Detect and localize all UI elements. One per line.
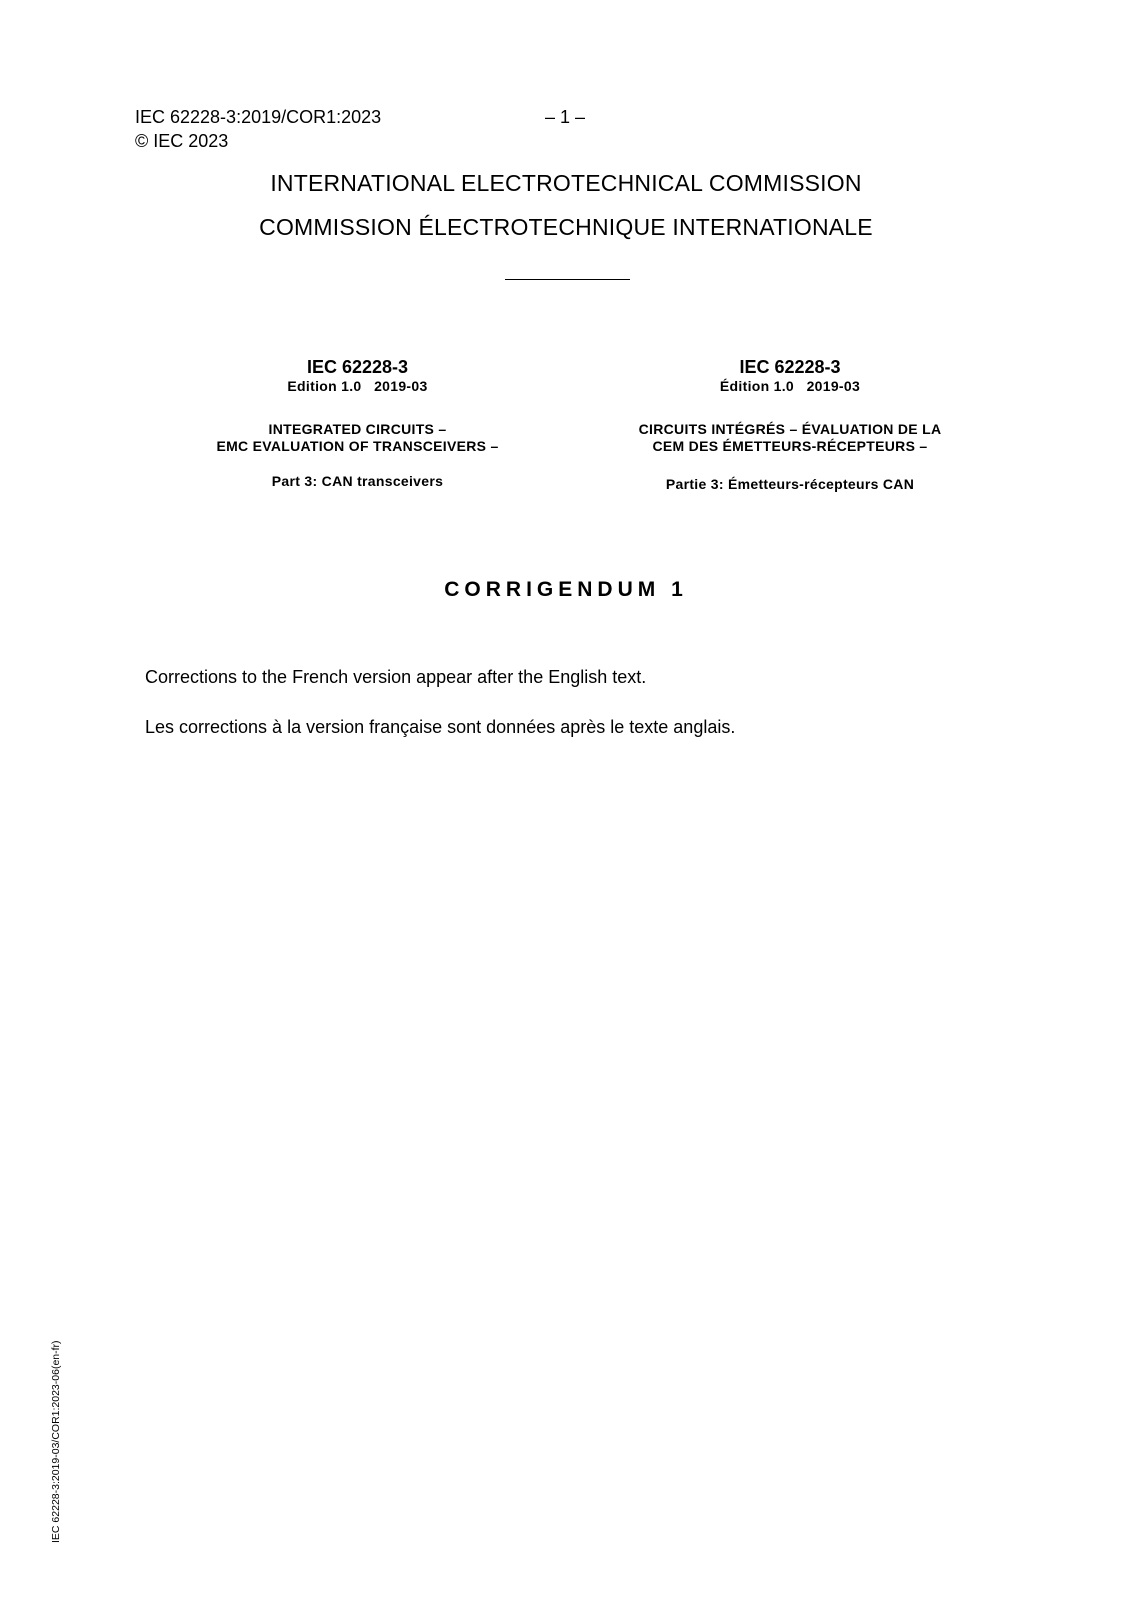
copyright-notice: © IEC 2023 xyxy=(135,131,229,151)
separator-rule xyxy=(505,279,630,280)
title-fr-line2: CEM DES ÉMETTEURS-RÉCEPTEURS – xyxy=(652,438,928,454)
french-column xyxy=(600,357,980,493)
english-note: Corrections to the French version appear after the English text. xyxy=(145,667,647,687)
french-note: Les corrections à la version française sont données après le texte anglais. xyxy=(145,717,736,737)
title-en-line2: EMC EVALUATION OF TRANSCEIVERS – xyxy=(216,438,499,454)
edition-en: Edition 1.0 2019-03 xyxy=(287,378,428,394)
part-title-fr: Partie 3: Émetteurs-récepteurs CAN xyxy=(665,476,915,492)
title-fr-line1: CIRCUITS INTÉGRÉS – ÉVALUATION DE LA xyxy=(638,421,942,437)
page-number: – 1 – xyxy=(545,107,586,127)
side-reference-label: IEC 62228-3:2019-03/COR1:2023-06(en-fr) xyxy=(50,1340,62,1543)
corrigendum-heading: CORRIGENDUM 1 xyxy=(444,578,688,601)
english-column xyxy=(185,357,530,490)
part-title-en: Part 3: CAN transceivers xyxy=(271,473,444,489)
document-identifier: IEC 62228-3:2019/COR1:2023 xyxy=(135,107,382,127)
title-en-line1: INTEGRATED CIRCUITS – xyxy=(268,421,447,437)
organization-name-english: INTERNATIONAL ELECTROTECHNICAL COMMISSION xyxy=(270,170,862,196)
standard-number-en: IEC 62228-3 xyxy=(306,357,409,377)
edition-fr: Édition 1.0 2019-03 xyxy=(719,378,861,394)
standard-number-fr: IEC 62228-3 xyxy=(739,357,841,377)
organization-name-french: COMMISSION ÉLECTROTECHNIQUE INTERNATIONALE xyxy=(259,214,873,240)
